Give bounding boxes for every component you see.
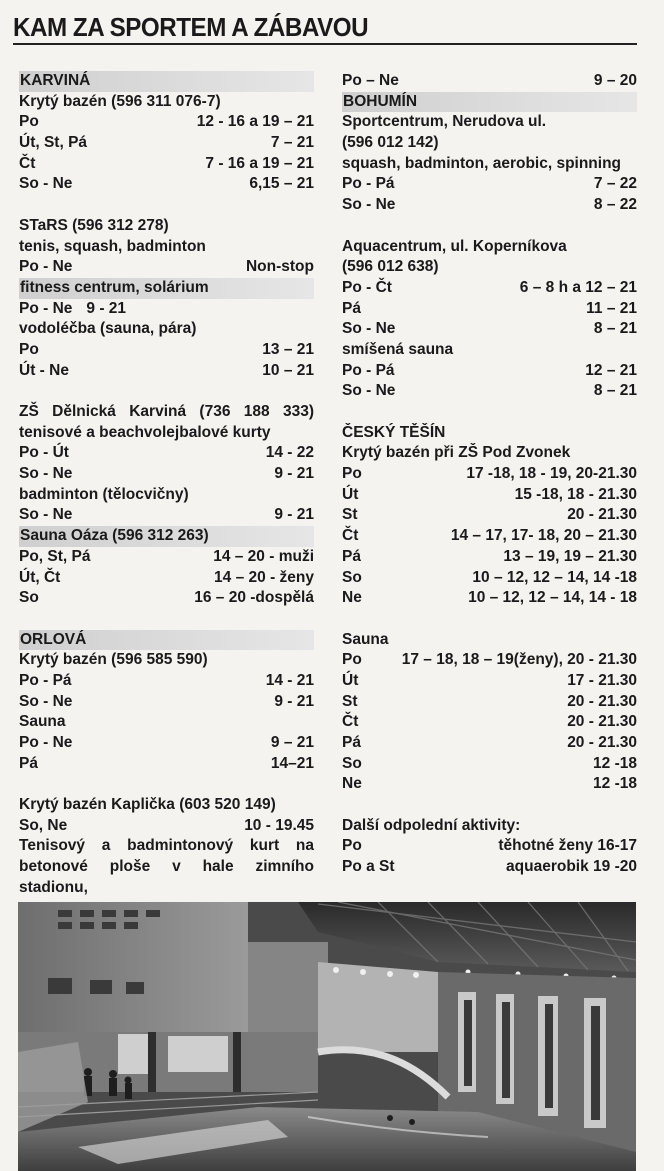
right-column (342, 71, 637, 878)
schedule-row: So 10 – 12, 12 – 14, 14 -18 (342, 568, 637, 586)
schedule-row: Út, Čt 14 – 20 - ženy (19, 568, 314, 586)
venue-phone: (596 012 638) (342, 258, 439, 276)
schedule-row: Po - Pá 12 – 21 (342, 361, 637, 379)
schedule-row: So - Ne 8 – 21 (342, 382, 637, 400)
venue-name: Krytý bazén (596 311 076-7) (19, 92, 221, 110)
schedule-row: So, Ne 10 - 19.45 (19, 816, 314, 834)
venue-name: Další odpolední aktivity: (342, 816, 521, 834)
venue-name: Krytý bazén (596 585 590) (19, 651, 208, 669)
venue-name: Krytý bazén Kaplička (603 520 149) (19, 796, 276, 814)
schedule-row: Út 17 - 21.30 (342, 671, 637, 689)
schedule-row: Ne 10 – 12, 12 – 14, 14 - 18 (342, 589, 637, 607)
schedule-row: Po 13 – 21 (19, 340, 314, 358)
schedule-row: Po - Ne Non-stop (19, 258, 314, 276)
section-heading-cesky-tesin: ČESKÝ TĚŠÍN (342, 423, 446, 441)
section-heading-bohumin: BOHUMÍN (342, 92, 637, 113)
schedule-row: So - Ne 6,15 – 21 (19, 175, 314, 193)
venue-activities: smíšená sauna (342, 340, 454, 358)
venue-name: Sauna (342, 630, 389, 648)
aquapark-photo (18, 902, 636, 1171)
page-title: KAM ZA SPORTEM A ZÁBAVOU (13, 12, 369, 42)
schedule-row: Po - Čt 6 – 8 h a 12 – 21 (342, 278, 637, 296)
schedule-row: Pá 11 – 21 (342, 299, 637, 317)
schedule-row: So - Ne 9 - 21 (19, 465, 314, 483)
schedule-row: Čt 7 - 16 a 19 – 21 (19, 154, 314, 172)
schedule-row: Pá 14–21 (19, 754, 314, 772)
schedule-row: Út - Ne 10 – 21 (19, 361, 314, 379)
schedule-row: Ne 12 -18 (342, 775, 637, 793)
schedule-row: Pá 20 - 21.30 (342, 734, 637, 751)
schedule-row: Po – Ne 9 – 20 (342, 72, 637, 89)
venue-activities: Sauna (19, 713, 66, 731)
schedule-row: So - Ne 8 – 22 (342, 196, 637, 214)
schedule-row: So - Ne 8 – 21 (342, 320, 637, 338)
schedule-row: Čt 14 – 17, 17- 18, 20 – 21.30 (342, 527, 637, 545)
schedule-row: Po - Út 14 - 22 (19, 444, 314, 462)
schedule-row: So - Ne 9 - 21 (19, 506, 314, 524)
schedule-row: Pá 13 – 19, 19 – 21.30 (342, 547, 637, 565)
schedule-row: Po - Ne 9 - 21 (19, 299, 127, 317)
schedule-row: So - Ne 9 - 21 (19, 692, 314, 710)
venue-activities: squash, badminton, aerobic, spinning (342, 154, 622, 172)
schedule-row: Po a St aquaerobik 19 -20 (342, 858, 637, 876)
schedule-row: Po, St, Pá 14 – 20 - muži (19, 547, 314, 565)
venue-name: ZŠ Dělnická Karviná (736 188 333) tenisové a beachvolejbalové kurty (19, 403, 314, 441)
venue-activities: fitness centrum, solárium (19, 278, 314, 299)
schedule-row: Po těhotné ženy 16-17 (342, 837, 637, 855)
schedule-row: Po - Pá 7 – 22 (342, 175, 637, 193)
schedule-row: So 16 – 20 -dospělá (19, 589, 314, 607)
title-divider (13, 43, 637, 45)
schedule-row: St 20 - 21.30 (342, 506, 637, 524)
venue-name: STaRS (596 312 278) (19, 216, 169, 234)
schedule-row: St 20 - 21.30 (342, 692, 637, 710)
schedule-row: Po 12 - 16 a 19 – 21 (19, 113, 314, 131)
section-heading-orlova: ORLOVÁ (19, 630, 314, 651)
schedule-row: So 12 -18 (342, 754, 637, 772)
schedule-row: Út, St, Pá 7 – 21 (19, 134, 314, 152)
venue-activities: vodoléčba (sauna, pára) (19, 320, 197, 338)
left-column (19, 71, 314, 899)
section-heading-karvina: KARVINÁ (19, 71, 314, 92)
venue-phone: (596 012 142) (342, 134, 439, 152)
venue-name: Krytý bazén při ZŠ Pod Zvonek (342, 444, 571, 462)
venue-name: Sportcentrum, Nerudova ul. (342, 113, 547, 131)
schedule-row: Po - Pá 14 - 21 (19, 671, 314, 689)
venue-activities: tenis, squash, badminton (19, 237, 206, 255)
schedule-row: Út 15 -18, 18 - 21.30 (342, 485, 637, 503)
schedule-row: Po 17 – 18, 18 – 19(ženy), 20 - 21.30 (342, 651, 637, 669)
venue-activities: badminton (tělocvičny) (19, 485, 189, 503)
schedule-row: Po 17 -18, 18 - 19, 20-21.30 (342, 465, 637, 483)
venue-note: Tenisový a badmintonový kurt na betonové ploše v hale zimního stadionu, (19, 837, 314, 896)
schedule-row: Po - Ne 9 – 21 (19, 734, 314, 752)
schedule-row: Čt 20 - 21.30 (342, 713, 637, 731)
venue-name: Sauna Oáza (596 312 263) (19, 526, 314, 547)
venue-name: Aquacentrum, ul. Koperníkova (342, 237, 567, 255)
